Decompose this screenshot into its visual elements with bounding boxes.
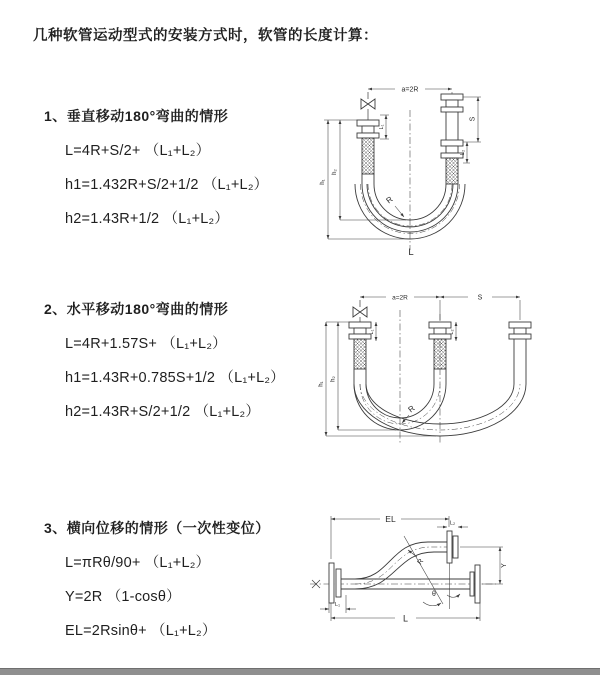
- left-pipe-fitting: [349, 322, 371, 384]
- dim-label-a2r: a=2R: [392, 294, 408, 302]
- dim-label-l2: L₂: [460, 149, 466, 156]
- section-1-formula-h1: h1=1.432R+S/2+1/2 （L₁+L₂）: [65, 177, 269, 193]
- diagram-lateral-displacement: [300, 505, 595, 665]
- label-theta: θ: [432, 591, 436, 598]
- section-1: [44, 106, 268, 228]
- section-1-heading: 1、垂直移动180°弯曲的情形: [44, 108, 229, 124]
- section-1-formula-h2: h2=1.43R+1/2 （L₁+L₂）: [65, 211, 230, 227]
- dim-label-l2: L₂: [449, 520, 456, 527]
- section-2-formula-h2: h2=1.43R+S/2+1/2 （L₁+L₂）: [65, 404, 261, 420]
- diagram-horizontal-u-bend: [312, 284, 592, 459]
- dim-label-y: Y: [501, 563, 508, 568]
- dimension-a2r-s: [360, 294, 520, 320]
- section-1-formula-L: L=4R+S/2+ （L₁+L₂）: [65, 143, 211, 159]
- section-3-formula-L: L=πRθ/90+ （L₁+L₂）: [65, 555, 211, 571]
- label-r: R: [406, 403, 417, 415]
- left-pipe-fitting: [357, 120, 379, 184]
- braided-hose-section: [446, 158, 458, 184]
- braided-hose-section: [362, 138, 374, 174]
- dimension-a2r: [368, 87, 452, 97]
- dimension-y: [460, 547, 503, 584]
- dim-label-el: EL: [385, 514, 396, 524]
- section-2-heading: 2、水平移动180°弯曲的情形: [44, 301, 229, 317]
- section-2-formula-h1: h1=1.43R+0.785S+1/2 （L₁+L₂）: [65, 370, 285, 386]
- dim-label-s: S: [469, 116, 477, 122]
- section-3-formula-EL: EL=2Rsinθ+ （L₁+L₂）: [65, 623, 217, 639]
- dim-label-h1: h₁: [320, 179, 326, 185]
- label-l: L: [408, 247, 414, 258]
- diagram-lateral-displacement-svg: [300, 505, 595, 665]
- section-3-formula-Y: Y=2R （1-cosθ）: [65, 589, 181, 605]
- dim-label-a2r: a=2R: [401, 86, 419, 94]
- diagram-vertical-u-bend: [310, 72, 590, 262]
- hose-s-curve: [355, 542, 447, 589]
- label-r: R: [416, 557, 426, 567]
- page-bottom-edge: [0, 668, 600, 675]
- braided-hose-section: [434, 339, 446, 369]
- valve-icon: [361, 92, 375, 120]
- right-flange: [470, 565, 480, 603]
- section-2-formula-L: L=4R+1.57S+ （L₁+L₂）: [65, 336, 227, 352]
- radius-callout: [395, 206, 404, 217]
- dim-label-h2: h₂: [330, 376, 337, 382]
- valve-icon: [353, 300, 367, 322]
- label-r: R: [384, 194, 395, 206]
- dim-label-l: L: [402, 613, 409, 624]
- upper-flange: [447, 531, 458, 563]
- section-3-heading: 3、横向位移的情形（一次性变位）: [44, 520, 270, 536]
- dim-label-l1: L₁: [379, 124, 385, 130]
- dimension-h1-h2: [326, 322, 436, 436]
- page-title: 几种软管运动型式的安装方式时，软管的长度计算：: [33, 28, 378, 44]
- section-3: [44, 518, 270, 640]
- dim-label-l1: L₁: [335, 602, 340, 608]
- braided-hose-section: [354, 339, 366, 369]
- left-flange: [329, 563, 341, 603]
- diagram-horizontal-u-bend-svg: [312, 284, 592, 459]
- right-pipe-fitting: [441, 94, 463, 184]
- section-2: [44, 299, 285, 421]
- diagram-vertical-u-bend-svg: [310, 72, 590, 262]
- dim-label-l1: L₁: [369, 329, 375, 335]
- dim-label-l2: L₂: [449, 329, 455, 335]
- dim-label-s: S: [477, 294, 483, 302]
- dim-label-h1: h₁: [318, 381, 325, 387]
- right-pipe-fitting-moved: [509, 322, 531, 384]
- dim-label-h2: h₂: [332, 169, 338, 175]
